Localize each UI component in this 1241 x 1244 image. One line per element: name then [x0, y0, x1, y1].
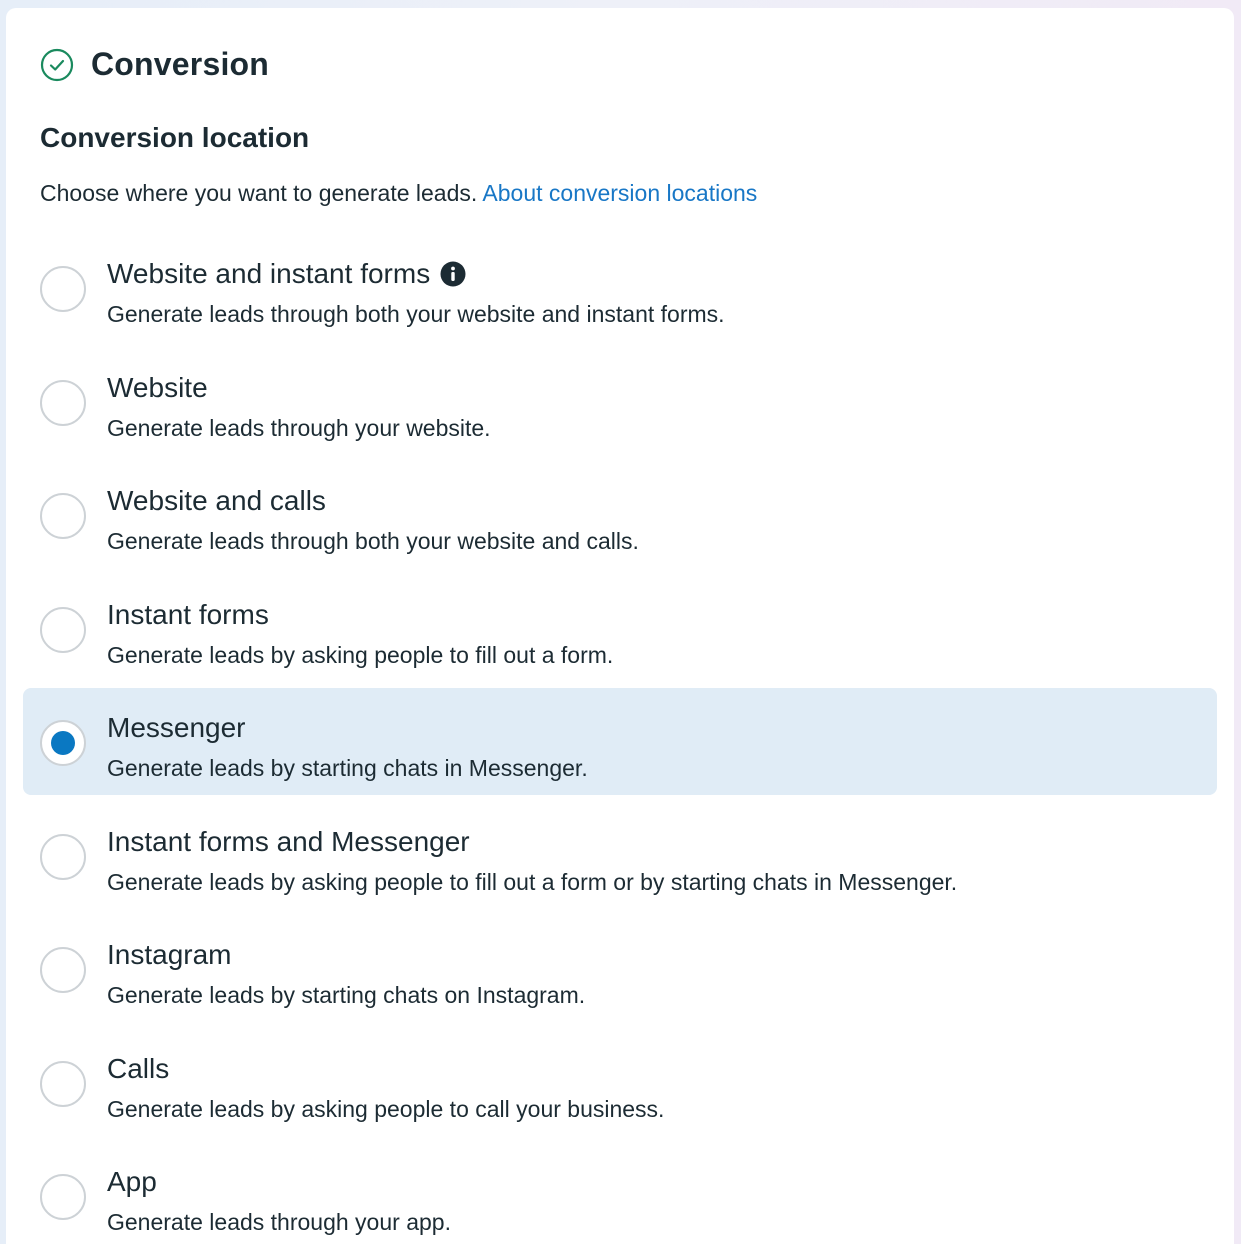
radio-button[interactable]	[40, 607, 86, 653]
option-instagram[interactable]	[23, 915, 1217, 1022]
radio-button[interactable]	[40, 380, 86, 426]
option-website-and-instant-forms[interactable]	[23, 234, 1217, 341]
option-app[interactable]	[23, 1142, 1217, 1244]
option-description: Generate leads through your website.	[107, 414, 491, 441]
option-title: Website and calls	[107, 485, 326, 516]
radio-button[interactable]	[40, 947, 86, 993]
radio-button[interactable]	[40, 1174, 86, 1220]
option-description: Generate leads through your app.	[107, 1209, 451, 1235]
radio-button[interactable]	[40, 1061, 86, 1107]
radio-button[interactable]	[40, 493, 86, 539]
option-title: Instant forms and Messenger	[107, 825, 470, 857]
option-title: App	[107, 1166, 157, 1197]
conversion-header	[40, 46, 269, 83]
radio-button[interactable]	[40, 266, 86, 312]
option-title: Website and instant forms	[107, 258, 431, 289]
option-description: Generate leads by starting chats on Instagram.	[107, 982, 586, 1008]
conversion-card	[6, 8, 1234, 1244]
section-title: Conversion location	[40, 122, 310, 153]
section-description-text: Choose where you want to generate leads.	[40, 180, 478, 206]
option-messenger[interactable]	[23, 688, 1217, 795]
option-description: Generate leads by asking people to fill out a form.	[107, 641, 614, 668]
option-calls[interactable]	[23, 1029, 1217, 1136]
option-description: Generate leads through both your website and instant forms.	[107, 301, 725, 327]
option-title: Calls	[107, 1052, 170, 1084]
option-website[interactable]	[23, 348, 1217, 455]
option-title: Instant forms	[107, 598, 269, 630]
option-description: Generate leads through both your website and calls.	[107, 528, 639, 554]
option-title: Messenger	[107, 712, 246, 743]
option-description: Generate leads by starting chats in Messenger.	[107, 755, 588, 781]
option-instant-forms[interactable]	[23, 575, 1217, 682]
about-conversion-locations-link[interactable]: About conversion locations	[482, 180, 758, 206]
section-description	[40, 180, 757, 207]
info-icon[interactable]	[440, 261, 466, 287]
option-description: Generate leads by asking people to fill out a form or by starting chats in Messenger.	[107, 868, 958, 895]
radio-dot	[51, 731, 75, 755]
radio-button[interactable]	[40, 834, 86, 880]
conversion-location-options	[23, 234, 1217, 1244]
option-title: Instagram	[107, 939, 232, 970]
option-title: Website	[107, 371, 208, 403]
page-title: Conversion	[91, 46, 270, 82]
radio-button[interactable]	[40, 720, 86, 766]
check-circle-icon	[40, 48, 74, 82]
option-title-wrap	[107, 258, 466, 290]
option-website-and-calls[interactable]	[23, 461, 1217, 568]
option-instant-forms-and-messenger[interactable]	[23, 802, 1217, 909]
option-description: Generate leads by asking people to call your business.	[107, 1095, 665, 1122]
